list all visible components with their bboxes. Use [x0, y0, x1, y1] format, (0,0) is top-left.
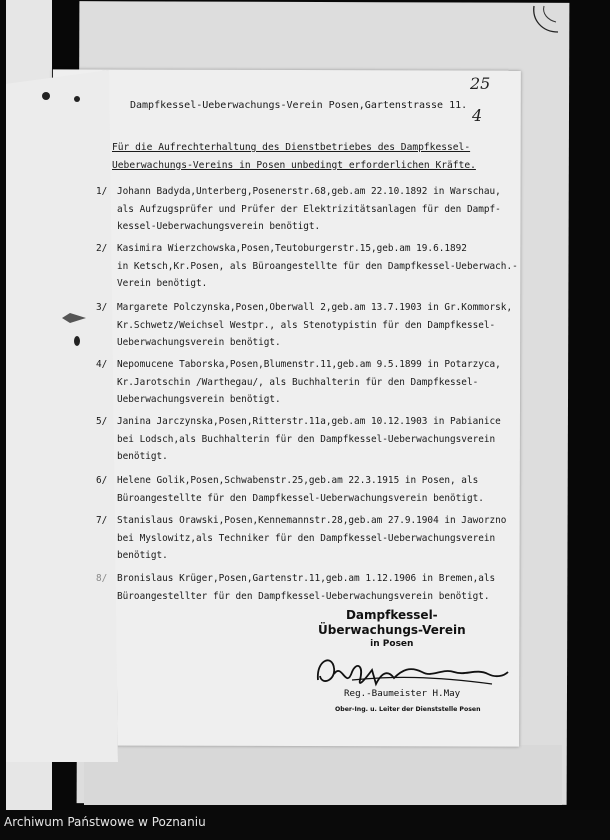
entry-line: bei Lodsch,als Buchhalterin für den Dampfkessel-Ueberwachungsverein [117, 433, 496, 445]
list-item [96, 240, 518, 293]
punch-hole-icon [42, 92, 50, 100]
entry-line: Kasimira Wierzchowska,Posen,Teutoburgerstr.15,geb.am 19.6.1892 [117, 243, 467, 254]
entry-line: Verein benötigt. [117, 278, 208, 290]
document-header: Dampfkessel-Ueberwachungs-Verein Posen,Gartenstrasse 11. [130, 100, 468, 111]
paper-clip-icon [60, 310, 88, 326]
entry-line: bei Myslowitz,als Techniker für den Dampfkessel-Ueberwachungsverein [117, 532, 496, 544]
organization-stamp [318, 608, 466, 650]
corner-mark-icon [530, 2, 564, 38]
entry-line: Kr.Jarotschin /Warthegau/, als Buchhalterin für den Dampfkessel- [117, 376, 479, 388]
entry-line: Johann Badyda,Unterberg,Posenerstr.68,geb.am 22.10.1892 in Warschau, [117, 186, 501, 197]
entry-number: 8/ [96, 573, 108, 584]
entry-number: 1/ [96, 186, 108, 197]
back-sheet-bottom [84, 745, 562, 805]
document-subtitle [112, 139, 476, 175]
stamp-line: Überwachungs-Verein [318, 623, 466, 637]
punch-hole-icon [74, 336, 80, 346]
signer-name: Reg.-Baumeister H.May [344, 688, 461, 699]
entry-number: 4/ [96, 359, 108, 370]
entry-number: 3/ [96, 302, 108, 313]
stamp-line: Dampfkessel- [345, 608, 438, 622]
archive-label: Archiwum Państwowe w Poznaniu [4, 815, 206, 829]
entry-line: Helene Golik,Posen,Schwabenstr.25,geb.am 22.3.1915 in Posen, als [117, 475, 479, 486]
entry-number: 6/ [96, 475, 108, 486]
list-item [96, 183, 501, 236]
list-item [96, 472, 484, 507]
list-item [96, 512, 506, 565]
list-item [96, 356, 501, 409]
punch-hole-icon [74, 96, 80, 102]
entry-line: als Aufzugsprüfer und Prüfer der Elektrizitätsanlagen für den Dampf- [117, 203, 501, 215]
entry-line: benötigt. [117, 451, 168, 463]
entry-line: Ueberwachungsverein benötigt. [117, 394, 281, 406]
entry-line: Kr.Schwetz/Weichsel Westpr., als Stenotypistin für den Dampfkessel- [117, 319, 496, 331]
list-item [96, 570, 495, 605]
entry-line: Bronislaus Krüger,Posen,Gartenstr.11,geb.am 1.12.1906 in Bremen,als [117, 573, 496, 584]
folio-number-bottom: 4 [472, 106, 483, 125]
entry-number: 5/ [96, 416, 108, 427]
entry-line: Ueberwachungsverein benötigt. [117, 337, 281, 349]
entry-line: kessel-Ueberwachungsverein benötigt. [117, 221, 321, 233]
entry-line: Margarete Polczynska,Posen,Oberwall 2,geb.am 13.7.1903 in Gr.Kommorsk, [117, 302, 513, 313]
entry-line: Stanislaus Orawski,Posen,Kennemannstr.28,geb.am 27.9.1904 in Jaworzno [117, 515, 507, 526]
subtitle-line: Für die Aufrechterhaltung des Dienstbetriebes des Dampfkessel- [112, 142, 471, 153]
list-item [96, 413, 501, 466]
stamp-line: in Posen [370, 639, 414, 649]
subtitle-line: Ueberwachungs-Vereins in Posen unbedingt erforderlichen Kräfte. [112, 160, 476, 171]
entry-number: 7/ [96, 515, 108, 526]
entry-line: Büroangestellter für den Dampfkessel-Ueberwachungsverein benötigt. [117, 590, 490, 602]
entry-line: in Ketsch,Kr.Posen, als Büroangestellte für den Dampfkessel-Ueberwach.- [117, 260, 518, 272]
entry-line: benötigt. [117, 550, 168, 562]
entry-line: Janina Jarczynska,Posen,Ritterstr.11a,geb.am 10.12.1903 in Pabianice [117, 416, 501, 427]
entry-line: Büroangestellte für den Dampfkessel-Ueberwachungsverein benötigt. [117, 492, 484, 504]
entry-line: Nepomucene Taborska,Posen,Blumenstr.11,geb.am 9.5.1899 in Potarzyca, [117, 359, 501, 370]
entry-number: 2/ [96, 243, 108, 254]
signer-title: Ober-Ing. u. Leiter der Dienststelle Posen [335, 706, 481, 713]
folio-number-top: 25 [470, 74, 491, 93]
list-item [96, 299, 512, 352]
